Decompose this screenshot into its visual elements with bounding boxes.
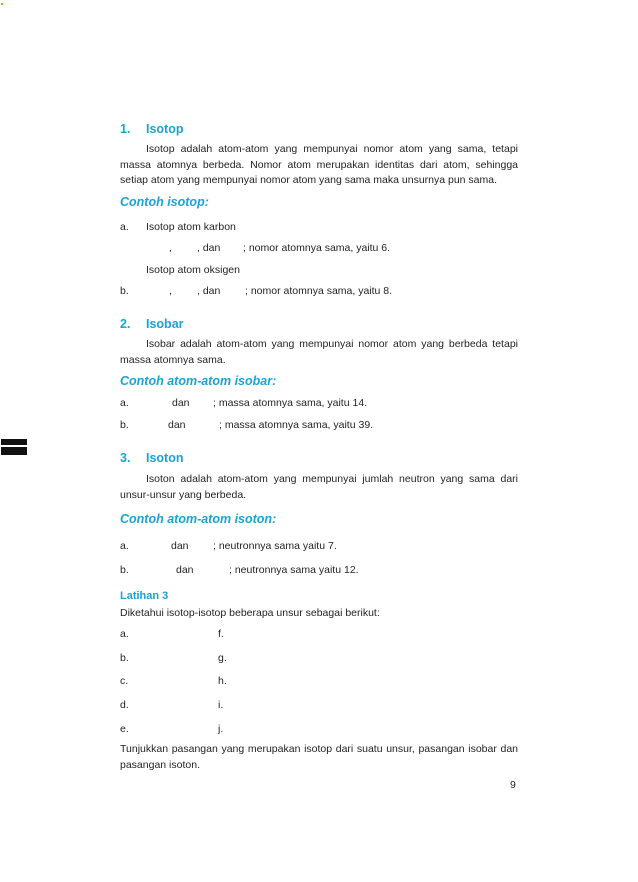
isotop-a-text: Isotop atom karbon (146, 221, 236, 233)
latihan-row-left-d: d. (120, 699, 129, 711)
latihan-row-left-c: c. (120, 675, 129, 687)
isobar-a-label: a. (120, 397, 129, 409)
isoton-b-label: b. (120, 564, 129, 576)
isoton-a-dan: dan (171, 540, 189, 552)
isoton-a-rest: ; neutronnya sama yaitu 7. (213, 540, 337, 552)
latihan-title: Latihan 3 (120, 590, 169, 602)
latihan-row-left-e: e. (120, 723, 129, 735)
isotop-b-comma: , (169, 285, 172, 297)
isobar-b-dan: dan (168, 419, 186, 431)
isotop-b-rest: ; nomor atomnya sama, yaitu 8. (245, 285, 393, 297)
isotop-a-label: a. (120, 221, 129, 233)
isotop-a-dan: , dan (197, 242, 221, 254)
isobar-a-dan: dan (172, 397, 190, 409)
section-number-isobar: 2. (120, 317, 131, 331)
isoton-a-label: a. (120, 540, 129, 552)
latihan-row-left-a: a. (120, 628, 129, 640)
section-title-isobar: Isobar (146, 317, 184, 331)
example-title-isoton: Contoh atom-atom isoton: (120, 512, 277, 526)
page-number: 9 (510, 779, 516, 791)
latihan-row-left-b: b. (120, 652, 129, 664)
corner-mark (1, 3, 3, 5)
section-number-isoton: 3. (120, 451, 131, 465)
isotop-a-comma: , (169, 242, 172, 254)
latihan-closing: Tunjukkan pasangan yang merupakan isotop dari suatu unsur, pasangan isobar dan pasangan isoton. (120, 743, 518, 771)
paragraph-isobar: Isobar adalah atom-atom yang mempunyai nomor atom yang berbeda tetapi massa atomnya sama. (120, 338, 518, 366)
isobar-a-rest: ; massa atomnya sama, yaitu 14. (213, 397, 368, 409)
example-title-isotop: Contoh isotop: (120, 195, 209, 209)
section-title-isotop: Isotop (146, 122, 184, 136)
isotop-a-rest: ; nomor atomnya sama, yaitu 6. (243, 242, 391, 254)
sidebar-mark-bottom (1, 447, 27, 455)
latihan-row-right-g: g. (218, 652, 227, 664)
sidebar-mark-top (1, 439, 27, 445)
paragraph-isotop: Isotop adalah atom-atom yang mempunyai nomor atom yang sama, tetapi massa atomnya berbeda. Nomor atom merupakan identitas dari atom, sehingga setiap atom yang mempunyai nomor atom yang sama maka unsurnya pun sama. (120, 143, 518, 186)
section-title-isoton: Isoton (146, 451, 184, 465)
isoton-b-dan: dan (176, 564, 194, 576)
isotop-oxygen-text: Isotop atom oksigen (146, 264, 240, 276)
latihan-row-right-h: h. (218, 675, 227, 687)
latihan-row-right-j: j. (218, 723, 224, 735)
latihan-row-right-f: f. (218, 628, 224, 640)
isobar-b-rest: ; massa atomnya sama, yaitu 39. (219, 419, 374, 431)
latihan-row-right-i: i. (218, 699, 224, 711)
isotop-b-label: b. (120, 285, 129, 297)
section-number-isotop: 1. (120, 122, 131, 136)
example-title-isobar: Contoh atom-atom isobar: (120, 374, 277, 388)
paragraph-isoton: Isoton adalah atom-atom yang mempunyai jumlah neutron yang sama dari unsur-unsur yang berbeda. (120, 473, 518, 501)
latihan-intro: Diketahui isotop-isotop beberapa unsur sebagai berikut: (120, 607, 380, 619)
isoton-b-rest: ; neutronnya sama yaitu 12. (229, 564, 359, 576)
isotop-b-dan: , dan (197, 285, 221, 297)
isobar-b-label: b. (120, 419, 129, 431)
